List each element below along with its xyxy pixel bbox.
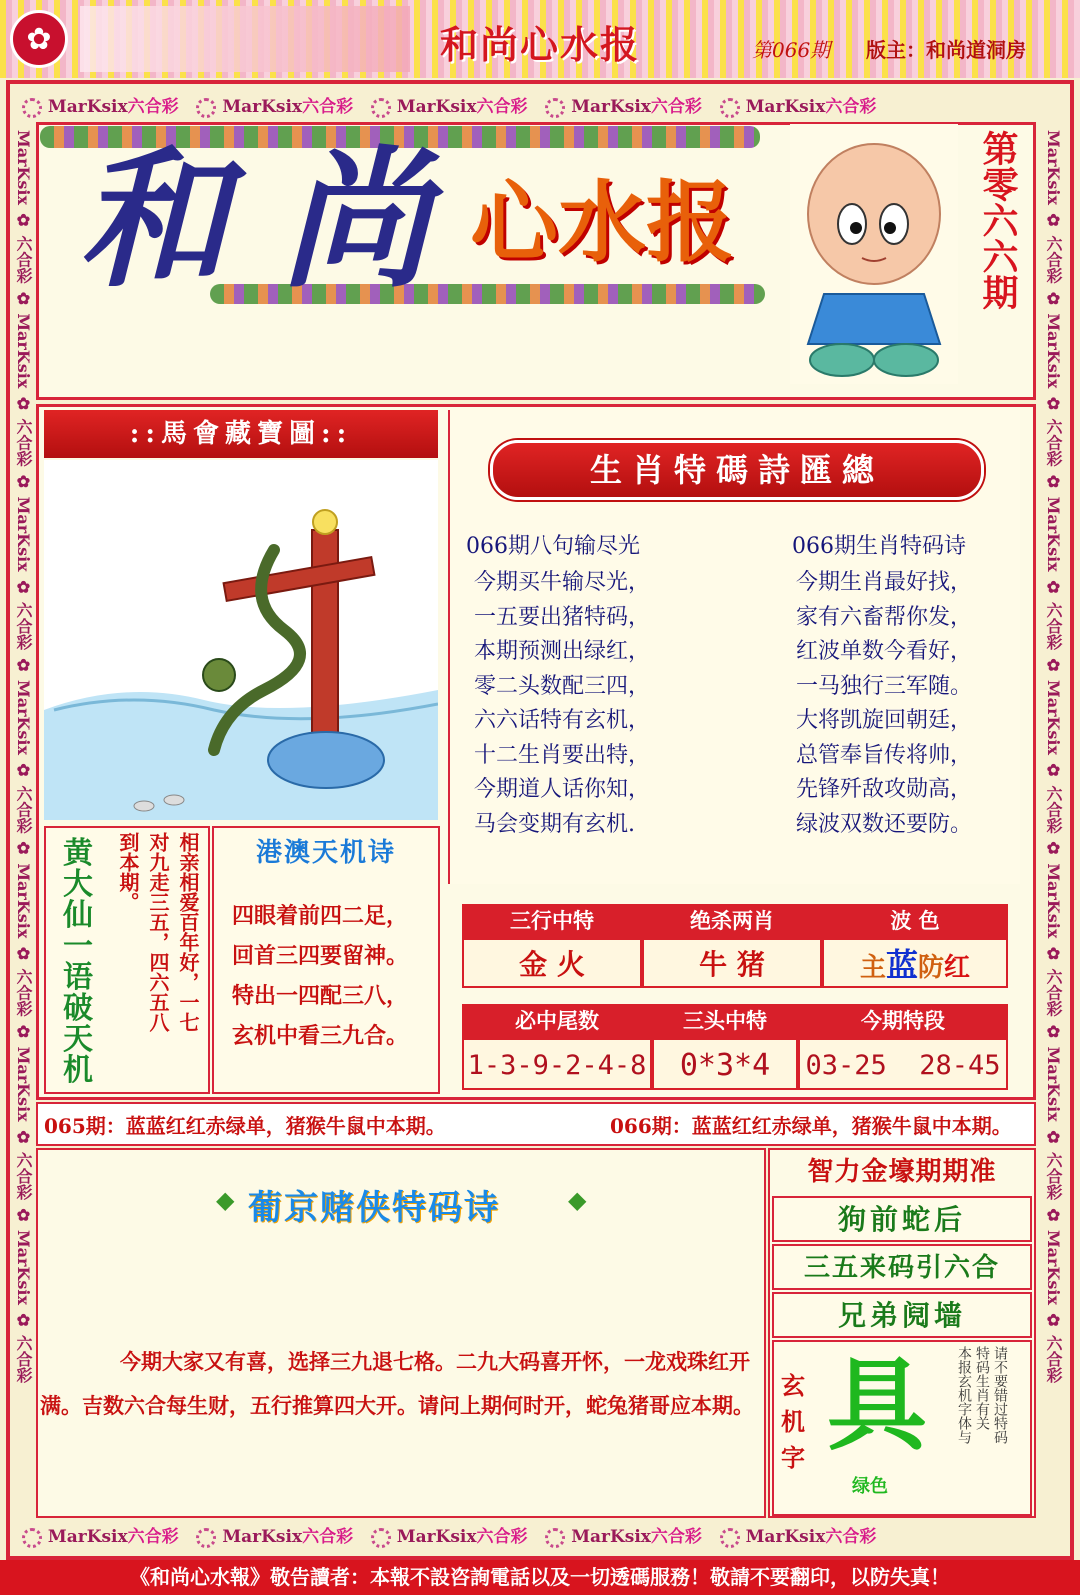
- watermark-brand: MarKsix: [396, 97, 477, 117]
- xuanji-note2: 特码生肖有关: [974, 1346, 990, 1430]
- watermark-brand: MarKsix: [222, 1527, 303, 1547]
- gangao-line: 四眼着前四二足，: [232, 903, 409, 929]
- watermark-brand-cn: 六合彩: [1044, 418, 1063, 467]
- poem-left-lines: [474, 566, 714, 842]
- watermark-brand: MarKsix: [571, 97, 651, 117]
- header-decoration: [80, 6, 410, 72]
- poem-left-heading: 066期八句输尽光: [466, 534, 640, 559]
- watermark-brand: MarKsix: [1044, 679, 1063, 756]
- side-header: 智力金壕期期准: [807, 1157, 997, 1187]
- flower-icon: [196, 1528, 216, 1548]
- grid-header: 今期特段: [798, 1004, 1008, 1038]
- grid-header: 波 色: [822, 904, 1008, 938]
- poem-panel-title: 生肖特碼詩匯總: [490, 440, 984, 500]
- monk-cartoon: [790, 124, 958, 384]
- grid-value-color: [822, 938, 1008, 988]
- grid-row1-headers: [462, 904, 1008, 938]
- watermark-brand: MarKsix: [14, 1229, 33, 1306]
- xuanji-label: 玄机字: [781, 1371, 805, 1472]
- header-title: 和尚心水报: [440, 22, 641, 67]
- grid-row2-values: [462, 1038, 1008, 1090]
- gangao-title: 港澳天机诗: [255, 838, 396, 868]
- color-main-label: 主: [859, 953, 886, 983]
- watermark-brand-cn: 六合彩: [1044, 1335, 1063, 1384]
- footer-notice: 《和尚心水報》敬告讀者：本報不設咨詢電話以及一切透碼服務！敬請不要翻印，以防失真！: [0, 1560, 1080, 1595]
- watermark-brand-cn: 六合彩: [14, 235, 33, 284]
- watermark-brand-cn: 六合彩: [14, 601, 33, 650]
- color-guard-label: 防: [918, 953, 945, 983]
- poem-line: 今期生肖最好找，: [796, 570, 973, 595]
- poem-line: 本期预测出绿红，: [474, 639, 651, 664]
- watermark-brand-cn: 六合彩: [1044, 1151, 1063, 1200]
- grid-header: 三头中特: [652, 1004, 798, 1038]
- watermark-brand: MarKsix: [14, 130, 33, 206]
- gangao-line: 回首三四要留神。: [232, 943, 409, 969]
- watermark-brand: MarKsix: [1044, 1229, 1063, 1306]
- watermark-brand-cn: 六合彩: [1044, 785, 1063, 834]
- gangao-lines: [232, 896, 432, 1056]
- banner-title-a: 和: [78, 132, 229, 308]
- watermark-brand-cn: 六合彩: [1044, 601, 1063, 650]
- grid-header: 必中尾数: [462, 1004, 652, 1038]
- header-issue: 第066期: [752, 38, 831, 62]
- watermark-brand-cn: 六合彩: [650, 1527, 702, 1547]
- watermark-brand: MarKsix: [1044, 130, 1063, 206]
- poem-line: 六六话特有玄机，: [474, 708, 651, 733]
- watermark-brand: MarKsix: [14, 496, 33, 572]
- side-box3: 兄弟阋墙: [772, 1292, 1032, 1338]
- watermark-row-bottom: [22, 1522, 876, 1548]
- poem-line: 十二生肖要出特，: [474, 742, 651, 768]
- poem-line: 绿波双数还要防。: [796, 811, 973, 837]
- flower-icon: [196, 98, 216, 118]
- poem-line: 先锋歼敌攻勋高，: [796, 777, 973, 802]
- watermark-brand: MarKsix: [47, 1527, 128, 1547]
- side-box1: 狗前蛇后: [772, 1196, 1032, 1242]
- poem-line: 今期道人话你知，: [474, 777, 651, 802]
- flower-icon: [371, 1528, 391, 1548]
- bauhinia-logo-icon: ✿: [10, 10, 68, 68]
- watermark-brand-cn: 六合彩: [14, 785, 33, 834]
- poem-line: 零二头数配三四，: [474, 673, 651, 699]
- pujing-text: 今期大家又有喜，选择三九退七格。二九大码喜开怀，一龙戏珠红开满。吉数六合每生财，五行推算四大开。请问上期何时开，蛇兔猪哥应本期。: [40, 1349, 754, 1418]
- pujing-title: 葡京赌侠特码诗: [248, 1188, 500, 1228]
- watermark-brand-cn: 六合彩: [825, 97, 877, 117]
- flower-icon: [22, 1528, 42, 1548]
- watermark-brand-cn: 六合彩: [476, 1527, 528, 1547]
- poem-right-heading: 066期生肖特码诗: [792, 534, 966, 559]
- watermark-brand-cn: 六合彩: [476, 97, 528, 117]
- watermark-brand-cn: 六合彩: [1044, 235, 1063, 284]
- ticker-right: 066期：蓝蓝红红赤绿单，猪猴牛鼠中本期。: [610, 1114, 1012, 1138]
- watermark-brand-cn: 六合彩: [14, 418, 33, 467]
- grid-value: 牛 猪: [642, 938, 822, 988]
- flower-icon: [545, 1528, 565, 1548]
- poem-right-lines: [796, 566, 1016, 842]
- header-editor: 版主：和尚道洞房: [866, 38, 1026, 62]
- watermark-brand-cn: 六合彩: [14, 968, 33, 1017]
- grid-header: 绝杀两肖: [642, 904, 822, 938]
- side-box2: 三五来码引六合: [772, 1244, 1032, 1290]
- monk-cartoon-icon: [790, 124, 958, 384]
- flower-icon: [720, 1528, 740, 1548]
- gangao-line: 玄机中看三九合。: [232, 1023, 409, 1049]
- watermark-brand: MarKsix: [745, 97, 826, 117]
- watermark-brand: MarKsix: [1044, 863, 1063, 939]
- grid-value: 金 火: [462, 938, 642, 988]
- watermark-brand-cn: 六合彩: [127, 1527, 179, 1547]
- watermark-brand: MarKsix: [396, 1527, 477, 1547]
- watermark-col-left: MarKsix ✿ 六合彩 ✿ MarKsix ✿ 六合彩 ✿ MarKsix ✿ 六合彩 ✿ MarKsix ✿ 六合彩 ✿ MarKsix ✿ 六合彩 ✿ MarKsix ✿ 六合彩 ✿ MarKsix ✿ 六合彩: [14, 130, 33, 1384]
- watermark-brand: MarKsix: [14, 679, 33, 756]
- treasure-image: [44, 460, 438, 820]
- banner-title-b: 尚: [280, 132, 431, 308]
- xuanji-note1: 请不要错过特码: [992, 1346, 1008, 1444]
- watermark-brand-cn: 六合彩: [1044, 968, 1063, 1017]
- grid-value: 03-25 28-45: [798, 1038, 1008, 1090]
- grid-row1-values: [462, 938, 1008, 988]
- grid-header: 三行中特: [462, 904, 642, 938]
- watermark-brand-cn: 六合彩: [14, 1151, 33, 1200]
- watermark-brand-cn: 六合彩: [302, 97, 354, 117]
- xuanji-char: 具: [827, 1346, 927, 1464]
- poem-line: 家有六畜帮你发，: [796, 604, 973, 630]
- watermark-brand-cn: 六合彩: [302, 1527, 354, 1547]
- poem-line: 今期买牛输尽光，: [474, 570, 651, 595]
- banner-issue-vertical: 第零六六期: [977, 130, 1019, 310]
- huang-col2: 对九走三五，四六五八: [146, 832, 170, 1032]
- huang-col3: 到本期。: [116, 832, 140, 912]
- dragon-pillar-icon: [44, 460, 438, 820]
- poem-line: 马会变期有玄机.: [474, 811, 635, 837]
- gangao-line: 特出一四配三八，: [232, 983, 409, 1009]
- ticker-left: 065期：蓝蓝红红赤绿单，猪猴牛鼠中本期。: [44, 1114, 446, 1138]
- xuanji-color: 绿色: [852, 1476, 888, 1497]
- watermark-brand-cn: 六合彩: [127, 97, 179, 117]
- watermark-brand: MarKsix: [745, 1527, 826, 1547]
- watermark-brand: MarKsix: [1044, 496, 1063, 572]
- poem-line: 大将凯旋回朝廷，: [796, 708, 973, 733]
- flower-icon: [371, 98, 391, 118]
- grid-value: 1-3-9-2-4-8: [462, 1038, 652, 1090]
- poem-line: 红波单数今看好，: [796, 639, 973, 664]
- grid-row2-headers: [462, 1004, 1008, 1038]
- diamond-right-icon: ◆: [568, 1186, 587, 1214]
- watermark-brand-cn: 六合彩: [650, 97, 702, 117]
- poem-line: 一马独行三军随。: [796, 673, 973, 699]
- watermark-brand-cn: 六合彩: [14, 1335, 33, 1384]
- color-guard: 红: [944, 953, 971, 983]
- huang-col1: 相亲相爱百年好，一七: [176, 832, 200, 1032]
- banner-title-c: 心水报: [470, 170, 735, 274]
- prediction-grid: [462, 904, 1008, 1090]
- xuanji-note3: 本报玄机字体与: [956, 1346, 972, 1444]
- poem-line: 总管奉旨传将帅，: [796, 742, 973, 768]
- watermark-brand-cn: 六合彩: [825, 1527, 877, 1547]
- grid-value: 0*3*4: [652, 1038, 798, 1090]
- watermark-row-top: [22, 92, 876, 118]
- watermark-brand: MarKsix: [47, 97, 128, 117]
- watermark-brand: MarKsix: [1044, 1046, 1063, 1122]
- watermark-brand: MarKsix: [222, 97, 303, 117]
- watermark-col-right: MarKsix ✿ 六合彩 ✿ MarKsix ✿ 六合彩 ✿ MarKsix ✿ 六合彩 ✿ MarKsix ✿ 六合彩 ✿ MarKsix ✿ 六合彩 ✿ MarKsix ✿ 六合彩 ✿ MarKsix ✿ 六合彩: [1044, 130, 1063, 1384]
- watermark-brand: MarKsix: [571, 1527, 651, 1547]
- flower-icon: [720, 98, 740, 118]
- treasure-title: ::馬會藏寶圖::: [44, 410, 438, 458]
- poem-line: 一五要出猪特码，: [474, 604, 651, 630]
- watermark-brand: MarKsix: [14, 313, 33, 389]
- grid-spacer: [462, 988, 1008, 1004]
- flower-icon: [545, 98, 565, 118]
- color-main: 蓝: [885, 946, 918, 984]
- flower-icon: [22, 98, 42, 118]
- watermark-brand: MarKsix: [1044, 313, 1063, 389]
- watermark-brand: MarKsix: [14, 863, 33, 939]
- watermark-brand: MarKsix: [14, 1046, 33, 1122]
- diamond-left-icon: ◆: [216, 1186, 235, 1214]
- huang-vertical-label: 黄大仙一语破天机: [63, 836, 93, 1088]
